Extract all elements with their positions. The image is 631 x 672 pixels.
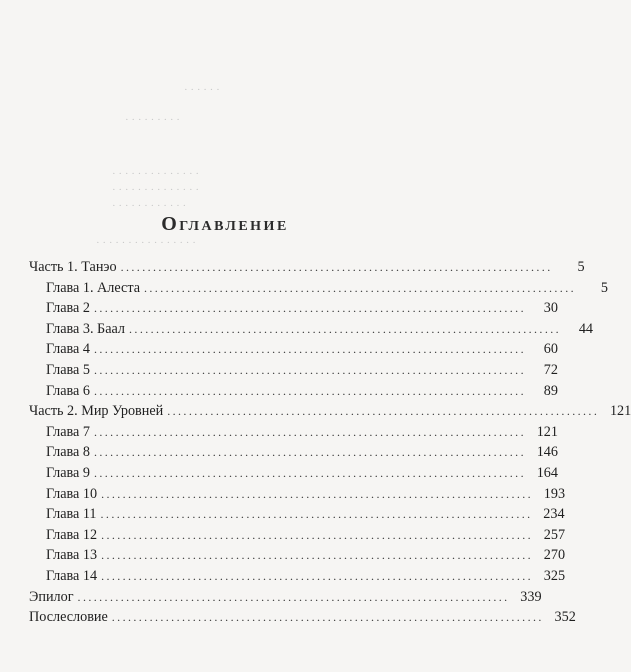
toc-entry-label: Глава 10 [46,485,98,502]
toc-entry-page-number: 270 [543,547,566,564]
toc-entry-page-number: 193 [543,485,566,502]
dot-leader: ................................................................................ [93,301,526,316]
toc-entry-page-number: 72 [543,361,558,378]
bleed-through-text: · · · · · · · · · · · · · · · · [96,237,196,249]
dot-leader: ................................................................................ [100,507,533,522]
toc-entry-label: Часть 2. Мир Уровней [29,403,164,420]
bleed-through-text: · · · · · · · · · · · · · · [112,184,200,196]
toc-entry-page-number: 5 [600,279,608,296]
toc-entry-page-number: 121 [536,423,558,440]
toc-entry-page-number: 121 [609,403,631,420]
toc-entry [29,463,558,484]
dot-leader: ................................................................................ [129,321,562,336]
toc-entry [29,257,585,278]
toc-entry-label: Глава 14 [46,567,98,584]
dot-leader: ................................................................................ [101,568,534,583]
toc-entry-page-number: 257 [543,526,566,543]
toc-entry [29,525,566,546]
toc-entry-label: Глава 12 [46,526,98,543]
toc-entry [29,587,542,608]
toc-entry [29,401,631,422]
toc-entry-label: Глава 8 [46,444,90,461]
toc-entry-label: Глава 9 [46,464,90,481]
bleed-through-text: · · · · · · [184,84,220,96]
toc-entry [29,278,608,299]
toc-entry-label: Послесловие [29,609,108,626]
table-of-contents [29,257,631,628]
toc-entry-page-number: 44 [578,320,594,337]
toc-entry [29,319,594,340]
dot-leader: ................................................................................ [101,486,534,501]
toc-entry-page-number: 339 [520,588,542,605]
toc-entry-page-number: 164 [536,464,558,481]
toc-entry [29,504,565,525]
dot-leader: ................................................................................ [101,548,534,563]
toc-entry-label: Глава 4 [46,341,90,358]
dot-leader: ................................................................................ [93,342,526,357]
bleed-through-text: · · · · · · · · · · · · [112,200,187,212]
dot-leader: ................................................................................ [93,445,526,460]
dot-leader: ................................................................................ [111,610,544,625]
toc-entry-page-number: 60 [543,341,558,358]
dot-leader: ................................................................................ [120,260,553,274]
bleed-through-text: · · · · · · · · · [125,114,180,126]
toc-entry-label: Глава 3. Баал [46,320,126,337]
toc-entry-label: Глава 11 [46,506,97,523]
dot-leader: ................................................................................ [93,362,526,377]
toc-entry-page-number: 5 [577,259,585,275]
dot-leader: ................................................................................ [144,280,576,295]
toc-entry [29,298,558,319]
dot-leader: ................................................................................ [93,383,526,398]
toc-entry [29,607,576,628]
toc-entry-label: Эпилог [29,588,74,605]
toc-entry-page-number: 325 [543,567,566,584]
toc-entry-page-number: 30 [543,300,558,317]
page-title: Оглавление [161,213,289,235]
toc-entry-label: Глава 13 [46,547,98,564]
toc-entry-label: Глава 2 [46,300,90,317]
toc-entry [29,381,558,402]
toc-entry-page-number: 234 [543,506,565,523]
dot-leader: ................................................................................ [93,424,526,439]
toc-entry [29,484,566,505]
dot-leader: ................................................................................ [77,589,510,604]
toc-entry-page-number: 146 [536,444,558,461]
toc-entry-label: Часть 1. Танэо [29,259,117,275]
toc-entry [29,545,566,566]
toc-entry-page-number: 89 [543,382,558,399]
toc-entry-label: Глава 6 [46,382,90,399]
dot-leader: ................................................................................ [167,404,600,419]
toc-entry [29,566,566,587]
bleed-through-text: · · · · · · · · · · · · · · [112,168,200,180]
dot-leader: ................................................................................ [93,465,526,480]
toc-entry [29,339,558,360]
toc-entry [29,442,558,463]
dot-leader: ................................................................................ [101,527,534,542]
toc-entry-label: Глава 5 [46,361,90,378]
toc-entry [29,360,558,381]
toc-entry-label: Глава 7 [46,423,90,440]
toc-entry-page-number: 352 [554,609,576,626]
toc-entry-label: Глава 1. Алеста [46,279,140,296]
toc-entry [29,422,558,443]
